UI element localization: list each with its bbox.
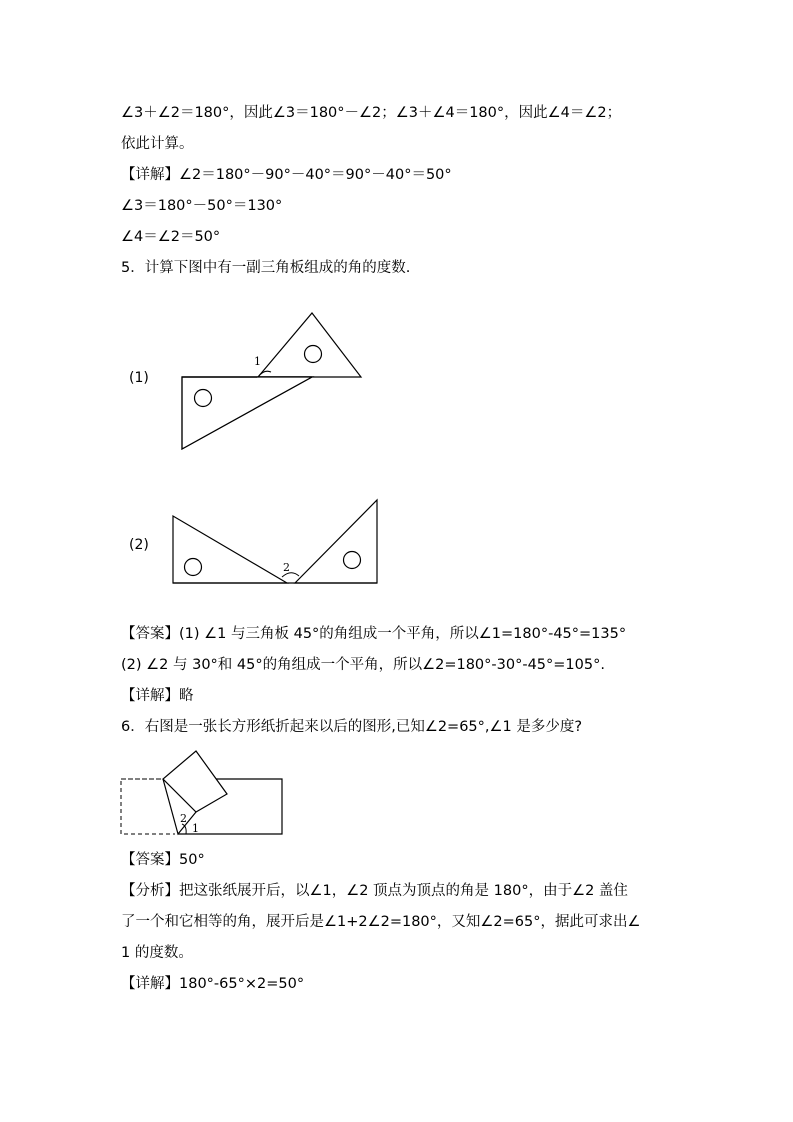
analysis-6-line-3: 1 的度数。 — [121, 945, 193, 961]
solution-text-line: ∠3＋∠2＝180°，因此∠3＝180°－∠2；∠3＋∠4＝180°，因此∠4＝∠2； — [121, 105, 622, 121]
angle-1-mark: 1 — [192, 822, 199, 835]
solution-text-line: 依此计算。 — [121, 136, 194, 152]
analysis-6-line-2: 了一个和它相等的角，展开后是∠1+2∠2=180°，又知∠2=65°，据此可求出∠ — [121, 914, 641, 930]
answer-6: 【答案】50° — [121, 852, 205, 868]
question-6: 6．右图是一张长方形纸折起来以后的图形,已知∠2=65°,∠1 是多少度? — [121, 719, 583, 735]
detail-5: 【详解】略 — [121, 688, 194, 704]
figure-1-label: (1) — [129, 370, 149, 386]
detail-line: ∠3＝180°－50°＝130° — [121, 198, 283, 214]
figure-2-label: (2) — [129, 537, 149, 553]
analysis-6-line-1: 【分析】把这张纸展开后，以∠1，∠2 顶点为顶点的角是 180°，由于∠2 盖住 — [121, 883, 628, 899]
folded-flap — [163, 751, 227, 812]
angle-2-mark: 2 — [180, 812, 187, 825]
answer-5-line-1: 【答案】(1) ∠1 与三角板 45°的角组成一个平角，所以∠1=180°-45°=135° — [121, 626, 627, 642]
detail-line: ∠4＝∠2＝50° — [121, 229, 221, 245]
detail-line: 【详解】∠2＝180°－90°－40°＝90°－40°＝50° — [121, 167, 452, 183]
folded-part-dashed — [121, 779, 175, 834]
angle-1-mark: 1 — [254, 355, 261, 368]
question-5: 5．计算下图中有一副三角板组成的角的度数. — [121, 260, 411, 276]
answer-5-line-2: (2) ∠2 与 30°和 45°的角组成一个平角，所以∠2=180°-30°-45°=105°. — [121, 657, 605, 673]
detail-6: 【详解】180°-65°×2=50° — [121, 976, 305, 992]
angle-2-mark: 2 — [283, 561, 290, 574]
